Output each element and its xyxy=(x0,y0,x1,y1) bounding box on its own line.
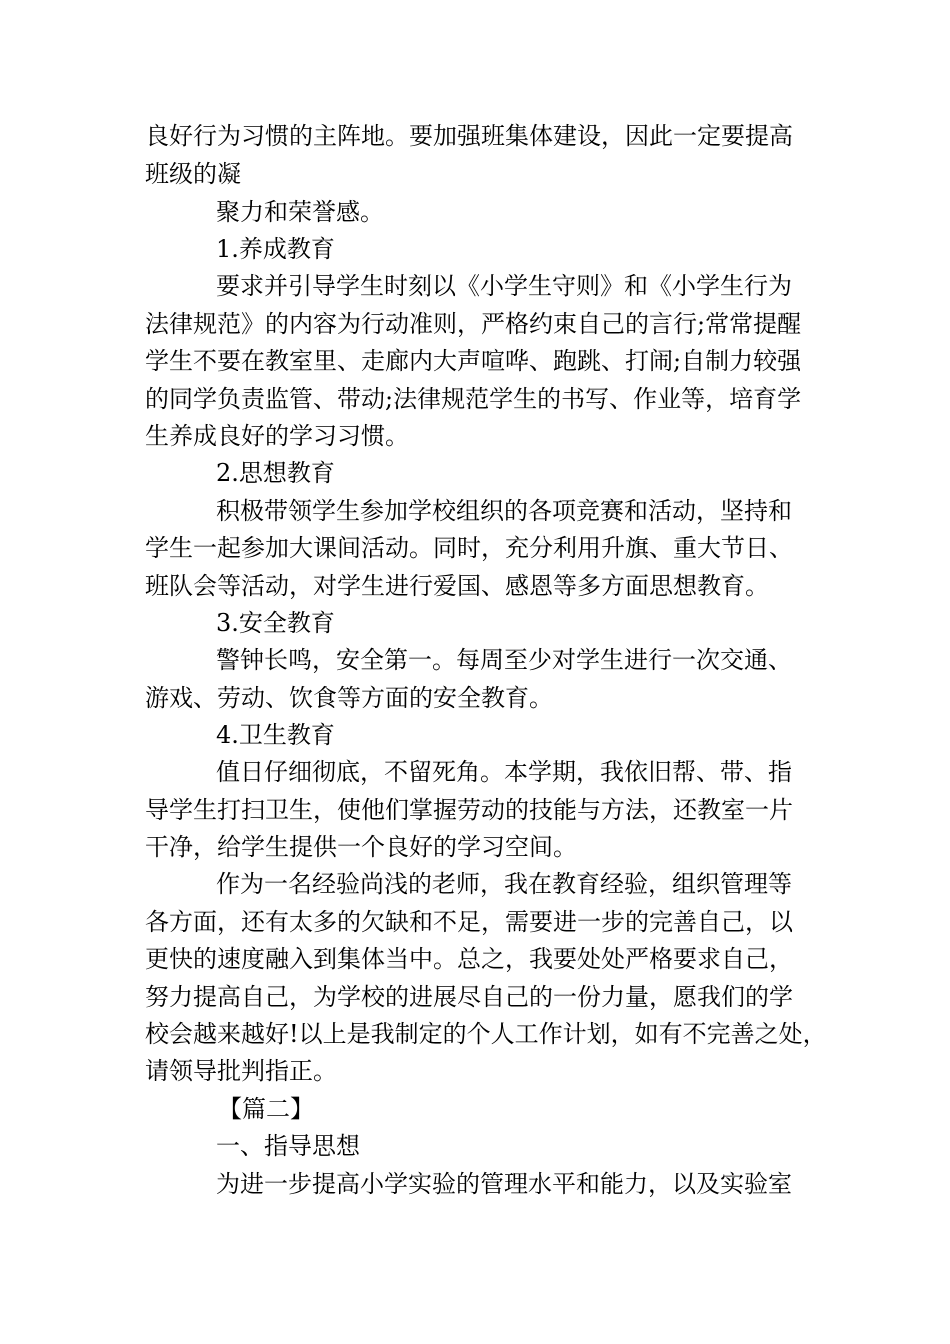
text-line: 班级的凝 xyxy=(145,160,241,188)
text-line: 班队会等活动，对学生进行爱国、感恩等多方面思想教育。 xyxy=(145,572,769,600)
text-line: 更快的速度融入到集体当中。总之，我要处处严格要求自己， xyxy=(145,945,793,973)
text-line: 值日仔细彻底，不留死角。本学期，我依旧帮、带、指 xyxy=(216,758,792,786)
part-heading: 【篇二】 xyxy=(218,1095,314,1123)
text-line: 校会越来越好!以上是我制定的个人工作计划，如有不完善之处， xyxy=(145,1020,827,1048)
text-line: 法律规范》的内容为行动准则，严格约束自己的言行;常常提醒 xyxy=(145,310,802,338)
section-heading: 2.思想教育 xyxy=(216,459,335,487)
text-line: 干净，给学生提供一个良好的学习空间。 xyxy=(145,833,577,861)
text-line: 请领导批判指正。 xyxy=(145,1057,337,1085)
section-heading: 一、指导思想 xyxy=(216,1132,360,1160)
text-line: 为进一步提高小学实验的管理水平和能力，以及实验室 xyxy=(216,1170,792,1198)
text-line: 要求并引导学生时刻以《小学生守则》和《小学生行为 xyxy=(216,272,792,300)
text-line: 导学生打扫卫生，使他们掌握劳动的技能与方法，还教室一片 xyxy=(145,796,793,824)
section-heading: 4.卫生教育 xyxy=(216,721,335,749)
text-line: 游戏、劳动、饮食等方面的安全教育。 xyxy=(145,684,553,712)
section-heading: 3.安全教育 xyxy=(216,609,335,637)
text-line: 学生一起参加大课间活动。同时，充分利用升旗、重大节日、 xyxy=(145,534,793,562)
text-line: 良好行为习惯的主阵地。要加强班集体建设，因此一定要提高 xyxy=(145,122,793,150)
text-line: 学生不要在教室里、走廊内大声喧哗、跑跳、打闹;自制力较强 xyxy=(145,347,802,375)
text-line: 努力提高自己，为学校的进展尽自己的一份力量，愿我们的学 xyxy=(145,983,793,1011)
text-line: 警钟长鸣，安全第一。每周至少对学生进行一次交通、 xyxy=(216,646,792,674)
section-heading: 1.养成教育 xyxy=(216,235,335,263)
text-line: 作为一名经验尚浅的老师，我在教育经验，组织管理等 xyxy=(216,870,792,898)
text-line: 聚力和荣誉感。 xyxy=(216,198,384,226)
text-line: 积极带领学生参加学校组织的各项竞赛和活动，坚持和 xyxy=(216,497,792,525)
text-line: 生养成良好的学习习惯。 xyxy=(145,422,409,450)
text-line: 各方面，还有太多的欠缺和不足，需要进一步的完善自己，以 xyxy=(145,908,793,936)
text-line: 的同学负责监管、带动;法律规范学生的书写、作业等，培育学 xyxy=(145,385,802,413)
